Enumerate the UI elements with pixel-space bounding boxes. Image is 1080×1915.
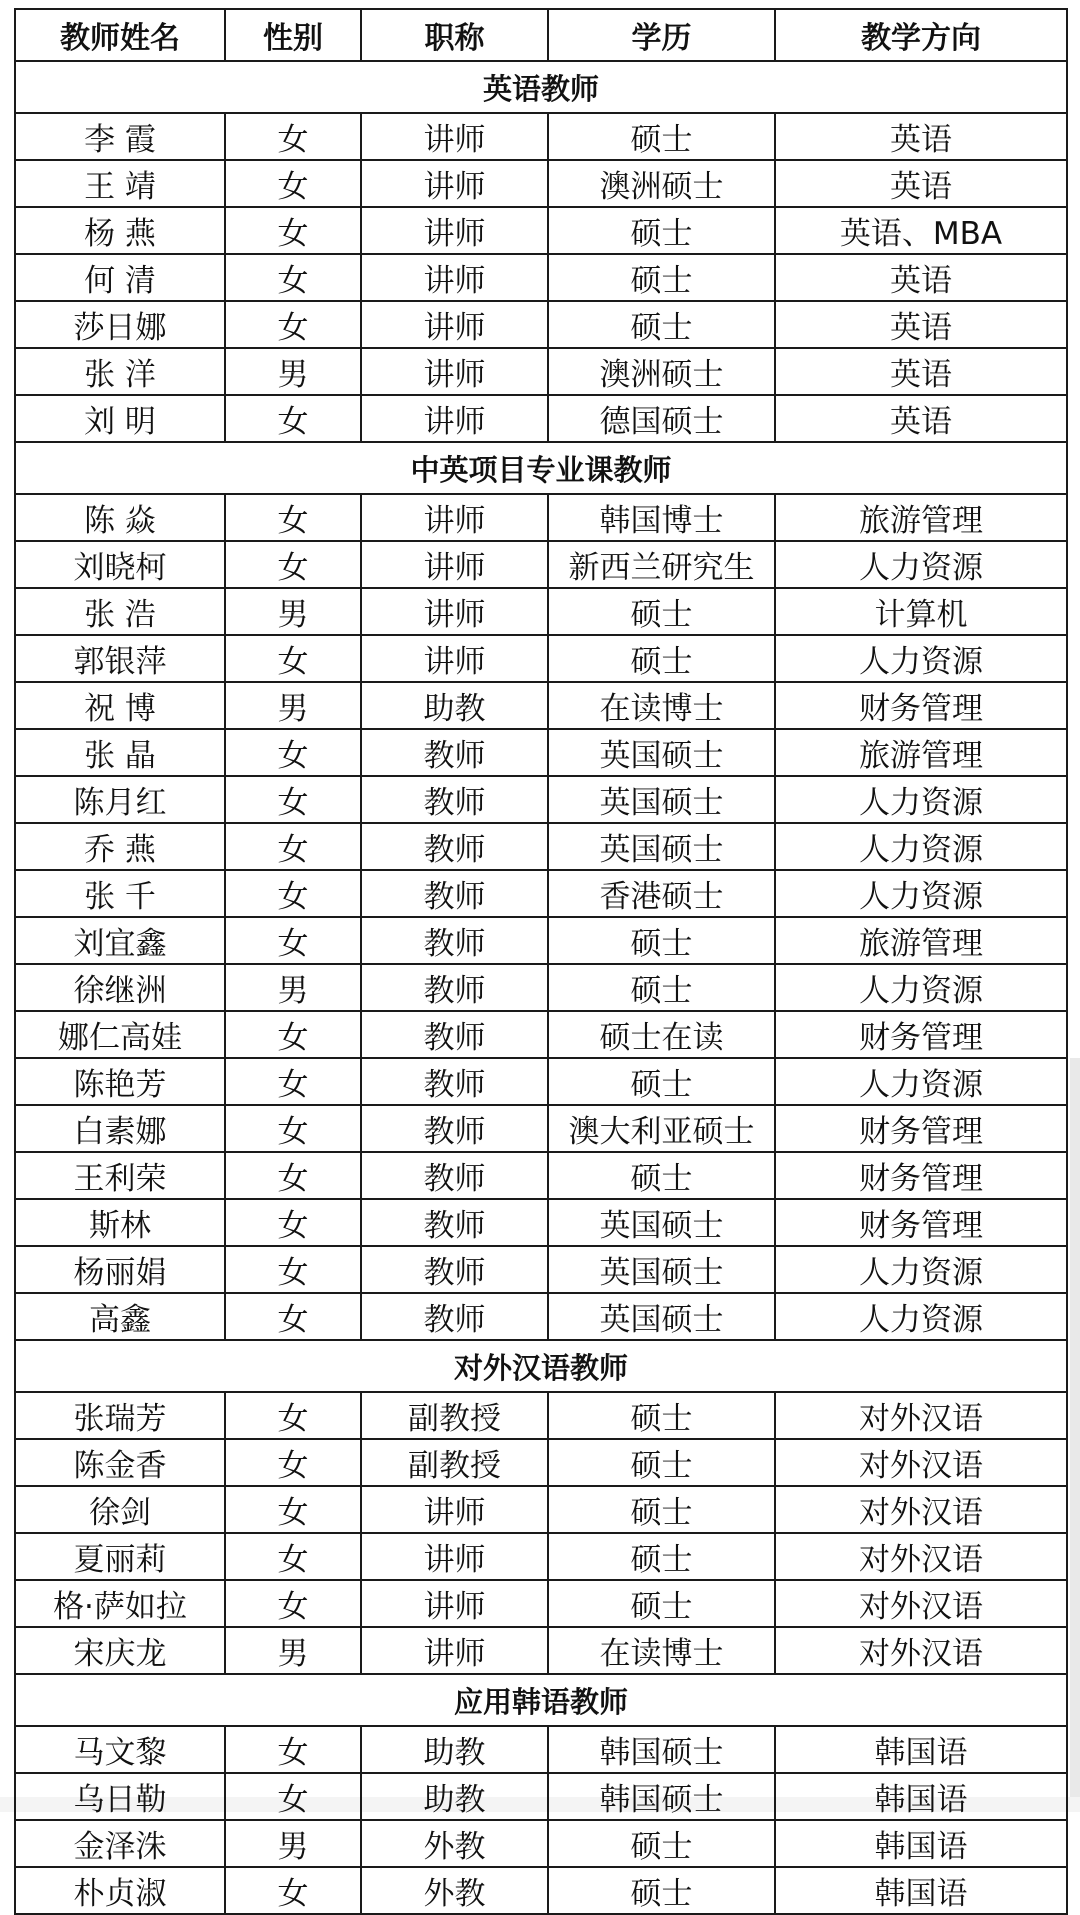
cell-teaching-direction: 计算机 (775, 588, 1067, 635)
cell-gender: 女 (225, 395, 361, 442)
cell-degree: 英国硕士 (548, 823, 775, 870)
table-row (15, 1152, 1067, 1199)
cell-name: 乔 燕 (15, 823, 225, 870)
cell-name: 张 千 (15, 870, 225, 917)
cell-name: 杨 燕 (15, 207, 225, 254)
table-row (15, 113, 1067, 160)
table-row (15, 1199, 1067, 1246)
cell-title: 教师 (361, 964, 548, 1011)
cell-gender: 女 (225, 823, 361, 870)
cell-degree: 香港硕士 (548, 870, 775, 917)
cell-title: 讲师 (361, 1486, 548, 1533)
cell-teaching-direction: 对外汉语 (775, 1439, 1067, 1486)
table-row (15, 635, 1067, 682)
table-row (15, 682, 1067, 729)
cell-gender: 女 (225, 776, 361, 823)
header-gender: 性别 (225, 9, 361, 61)
cell-name: 王利荣 (15, 1152, 225, 1199)
cell-title: 教师 (361, 1152, 548, 1199)
table-row (15, 870, 1067, 917)
cell-gender: 男 (225, 588, 361, 635)
cell-degree: 硕士 (548, 1152, 775, 1199)
cell-gender: 女 (225, 541, 361, 588)
cell-teaching-direction: 人力资源 (775, 541, 1067, 588)
teacher-staff-table (14, 8, 1068, 1915)
table-row (15, 395, 1067, 442)
cell-title: 教师 (361, 823, 548, 870)
cell-name: 刘晓柯 (15, 541, 225, 588)
cell-teaching-direction: 人力资源 (775, 1246, 1067, 1293)
cell-gender: 女 (225, 1533, 361, 1580)
table-row (15, 1392, 1067, 1439)
cell-degree: 硕士 (548, 1439, 775, 1486)
cell-degree: 德国硕士 (548, 395, 775, 442)
cell-title: 讲师 (361, 160, 548, 207)
cell-title: 教师 (361, 776, 548, 823)
cell-gender: 女 (225, 1486, 361, 1533)
table-row (15, 776, 1067, 823)
cell-teaching-direction: 英语 (775, 113, 1067, 160)
cell-teaching-direction: 财务管理 (775, 1011, 1067, 1058)
section-title: 对外汉语教师 (15, 1340, 1067, 1392)
section-title: 应用韩语教师 (15, 1674, 1067, 1726)
cell-name: 莎日娜 (15, 301, 225, 348)
table-row (15, 1773, 1067, 1820)
cell-gender: 女 (225, 1867, 361, 1914)
cell-gender: 女 (225, 1439, 361, 1486)
cell-gender: 女 (225, 1152, 361, 1199)
cell-name: 张 浩 (15, 588, 225, 635)
section-header-row (15, 1674, 1067, 1726)
table-row (15, 1058, 1067, 1105)
table-row (15, 1246, 1067, 1293)
cell-title: 助教 (361, 1773, 548, 1820)
header-name: 教师姓名 (15, 9, 225, 61)
cell-title: 教师 (361, 1058, 548, 1105)
table-row (15, 1293, 1067, 1340)
cell-name: 陈金香 (15, 1439, 225, 1486)
cell-title: 讲师 (361, 1627, 548, 1674)
cell-teaching-direction: 财务管理 (775, 1199, 1067, 1246)
cell-degree: 英国硕士 (548, 1293, 775, 1340)
cell-title: 讲师 (361, 541, 548, 588)
page-edge-shadow (1070, 1058, 1080, 1812)
cell-teaching-direction: 英语 (775, 348, 1067, 395)
cell-name: 朴贞淑 (15, 1867, 225, 1914)
cell-degree: 硕士 (548, 254, 775, 301)
cell-teaching-direction: 财务管理 (775, 1152, 1067, 1199)
cell-teaching-direction: 财务管理 (775, 1105, 1067, 1152)
cell-gender: 女 (225, 1105, 361, 1152)
cell-teaching-direction: 人力资源 (775, 635, 1067, 682)
cell-degree: 硕士 (548, 301, 775, 348)
cell-title: 助教 (361, 682, 548, 729)
cell-name: 陈艳芳 (15, 1058, 225, 1105)
cell-teaching-direction: 韩国语 (775, 1773, 1067, 1820)
cell-title: 讲师 (361, 113, 548, 160)
cell-gender: 女 (225, 1580, 361, 1627)
cell-teaching-direction: 英语 (775, 301, 1067, 348)
cell-name: 金泽洙 (15, 1820, 225, 1867)
cell-title: 教师 (361, 1293, 548, 1340)
cell-teaching-direction: 英语 (775, 254, 1067, 301)
table-row (15, 1439, 1067, 1486)
cell-title: 教师 (361, 1011, 548, 1058)
cell-degree: 硕士 (548, 635, 775, 682)
table-row (15, 1105, 1067, 1152)
cell-degree: 硕士 (548, 1392, 775, 1439)
cell-gender: 女 (225, 1011, 361, 1058)
cell-gender: 女 (225, 1199, 361, 1246)
cell-teaching-direction: 对外汉语 (775, 1392, 1067, 1439)
cell-degree: 韩国硕士 (548, 1726, 775, 1773)
cell-gender: 女 (225, 1773, 361, 1820)
cell-name: 高鑫 (15, 1293, 225, 1340)
section-header-row (15, 61, 1067, 113)
section-header-row (15, 442, 1067, 494)
cell-degree: 韩国硕士 (548, 1773, 775, 1820)
cell-teaching-direction: 人力资源 (775, 776, 1067, 823)
cell-degree: 硕士 (548, 1820, 775, 1867)
cell-degree: 硕士 (548, 1580, 775, 1627)
cell-teaching-direction: 人力资源 (775, 823, 1067, 870)
cell-title: 讲师 (361, 635, 548, 682)
cell-degree: 硕士在读 (548, 1011, 775, 1058)
cell-teaching-direction: 对外汉语 (775, 1627, 1067, 1674)
cell-degree: 硕士 (548, 1867, 775, 1914)
cell-degree: 硕士 (548, 964, 775, 1011)
cell-degree: 硕士 (548, 207, 775, 254)
cell-title: 讲师 (361, 254, 548, 301)
cell-gender: 男 (225, 964, 361, 1011)
cell-name: 李 霞 (15, 113, 225, 160)
cell-teaching-direction: 人力资源 (775, 870, 1067, 917)
cell-name: 宋庆龙 (15, 1627, 225, 1674)
cell-gender: 男 (225, 1627, 361, 1674)
cell-gender: 男 (225, 348, 361, 395)
cell-teaching-direction: 英语、MBA (775, 207, 1067, 254)
cell-gender: 女 (225, 207, 361, 254)
cell-degree: 英国硕士 (548, 1246, 775, 1293)
cell-teaching-direction: 韩国语 (775, 1867, 1067, 1914)
table-row (15, 1486, 1067, 1533)
table-row (15, 207, 1067, 254)
cell-name: 格·萨如拉 (15, 1580, 225, 1627)
cell-gender: 女 (225, 301, 361, 348)
table-row (15, 1820, 1067, 1867)
cell-degree: 英国硕士 (548, 729, 775, 776)
cell-title: 外教 (361, 1820, 548, 1867)
header-row (15, 9, 1067, 61)
cell-degree: 硕士 (548, 113, 775, 160)
cell-teaching-direction: 英语 (775, 160, 1067, 207)
cell-degree: 英国硕士 (548, 1199, 775, 1246)
header-title: 职称 (361, 9, 548, 61)
cell-gender: 女 (225, 1058, 361, 1105)
table-row (15, 254, 1067, 301)
table-row (15, 541, 1067, 588)
cell-title: 助教 (361, 1726, 548, 1773)
cell-title: 副教授 (361, 1439, 548, 1486)
section-title: 英语教师 (15, 61, 1067, 113)
cell-gender: 女 (225, 254, 361, 301)
cell-name: 徐剑 (15, 1486, 225, 1533)
table-row (15, 348, 1067, 395)
table-row (15, 1011, 1067, 1058)
header-teaching-direction: 教学方向 (775, 9, 1067, 61)
table-row (15, 301, 1067, 348)
cell-degree: 澳洲硕士 (548, 348, 775, 395)
cell-name: 刘宜鑫 (15, 917, 225, 964)
cell-title: 讲师 (361, 395, 548, 442)
cell-name: 张 洋 (15, 348, 225, 395)
cell-teaching-direction: 对外汉语 (775, 1580, 1067, 1627)
cell-teaching-direction: 旅游管理 (775, 917, 1067, 964)
table-body (15, 61, 1067, 1914)
cell-name: 杨丽娟 (15, 1246, 225, 1293)
cell-title: 教师 (361, 1105, 548, 1152)
cell-teaching-direction: 旅游管理 (775, 729, 1067, 776)
cell-teaching-direction: 人力资源 (775, 1293, 1067, 1340)
cell-teaching-direction: 人力资源 (775, 1058, 1067, 1105)
cell-gender: 女 (225, 1726, 361, 1773)
table-row (15, 1533, 1067, 1580)
cell-title: 教师 (361, 870, 548, 917)
cell-title: 教师 (361, 917, 548, 964)
table-row (15, 160, 1067, 207)
cell-title: 教师 (361, 1199, 548, 1246)
cell-title: 外教 (361, 1867, 548, 1914)
cell-name: 何 清 (15, 254, 225, 301)
cell-name: 白素娜 (15, 1105, 225, 1152)
cell-degree: 硕士 (548, 1058, 775, 1105)
cell-teaching-direction: 韩国语 (775, 1820, 1067, 1867)
cell-degree: 韩国博士 (548, 494, 775, 541)
table-row (15, 917, 1067, 964)
cell-name: 夏丽莉 (15, 1533, 225, 1580)
cell-name: 乌日勒 (15, 1773, 225, 1820)
cell-degree: 澳大利亚硕士 (548, 1105, 775, 1152)
cell-name: 陈 焱 (15, 494, 225, 541)
cell-name: 斯林 (15, 1199, 225, 1246)
cell-gender: 女 (225, 917, 361, 964)
table-row (15, 494, 1067, 541)
cell-title: 讲师 (361, 207, 548, 254)
cell-degree: 硕士 (548, 1533, 775, 1580)
cell-name: 陈月红 (15, 776, 225, 823)
cell-gender: 女 (225, 729, 361, 776)
cell-teaching-direction: 旅游管理 (775, 494, 1067, 541)
cell-teaching-direction: 人力资源 (775, 964, 1067, 1011)
cell-gender: 女 (225, 1392, 361, 1439)
cell-gender: 女 (225, 870, 361, 917)
table-row (15, 588, 1067, 635)
cell-title: 教师 (361, 729, 548, 776)
section-title: 中英项目专业课教师 (15, 442, 1067, 494)
cell-title: 副教授 (361, 1392, 548, 1439)
cell-title: 讲师 (361, 1533, 548, 1580)
cell-gender: 女 (225, 494, 361, 541)
section-header-row (15, 1340, 1067, 1392)
table-row (15, 729, 1067, 776)
table-row (15, 823, 1067, 870)
cell-title: 讲师 (361, 588, 548, 635)
cell-name: 刘 明 (15, 395, 225, 442)
cell-name: 徐继洲 (15, 964, 225, 1011)
table-row (15, 1867, 1067, 1914)
table-row (15, 1627, 1067, 1674)
cell-degree: 硕士 (548, 917, 775, 964)
cell-name: 祝 博 (15, 682, 225, 729)
cell-name: 张 晶 (15, 729, 225, 776)
cell-title: 教师 (361, 1246, 548, 1293)
cell-title: 讲师 (361, 301, 548, 348)
cell-degree: 硕士 (548, 1486, 775, 1533)
cell-gender: 女 (225, 635, 361, 682)
header-degree: 学历 (548, 9, 775, 61)
cell-name: 郭银萍 (15, 635, 225, 682)
cell-degree: 新西兰研究生 (548, 541, 775, 588)
cell-degree: 澳洲硕士 (548, 160, 775, 207)
cell-name: 王 靖 (15, 160, 225, 207)
cell-name: 娜仁高娃 (15, 1011, 225, 1058)
cell-degree: 在读博士 (548, 682, 775, 729)
cell-teaching-direction: 财务管理 (775, 682, 1067, 729)
cell-degree: 英国硕士 (548, 776, 775, 823)
cell-gender: 男 (225, 682, 361, 729)
cell-title: 讲师 (361, 494, 548, 541)
cell-teaching-direction: 韩国语 (775, 1726, 1067, 1773)
cell-gender: 女 (225, 1293, 361, 1340)
cell-name: 张瑞芳 (15, 1392, 225, 1439)
cell-title: 讲师 (361, 348, 548, 395)
cell-degree: 硕士 (548, 588, 775, 635)
table-row (15, 1726, 1067, 1773)
cell-gender: 女 (225, 113, 361, 160)
table-row (15, 964, 1067, 1011)
cell-name: 马文黎 (15, 1726, 225, 1773)
cell-teaching-direction: 对外汉语 (775, 1533, 1067, 1580)
cell-gender: 女 (225, 160, 361, 207)
cell-title: 讲师 (361, 1580, 548, 1627)
cell-teaching-direction: 对外汉语 (775, 1486, 1067, 1533)
cell-teaching-direction: 英语 (775, 395, 1067, 442)
cell-gender: 男 (225, 1820, 361, 1867)
cell-degree: 在读博士 (548, 1627, 775, 1674)
cell-gender: 女 (225, 1246, 361, 1293)
table-row (15, 1580, 1067, 1627)
